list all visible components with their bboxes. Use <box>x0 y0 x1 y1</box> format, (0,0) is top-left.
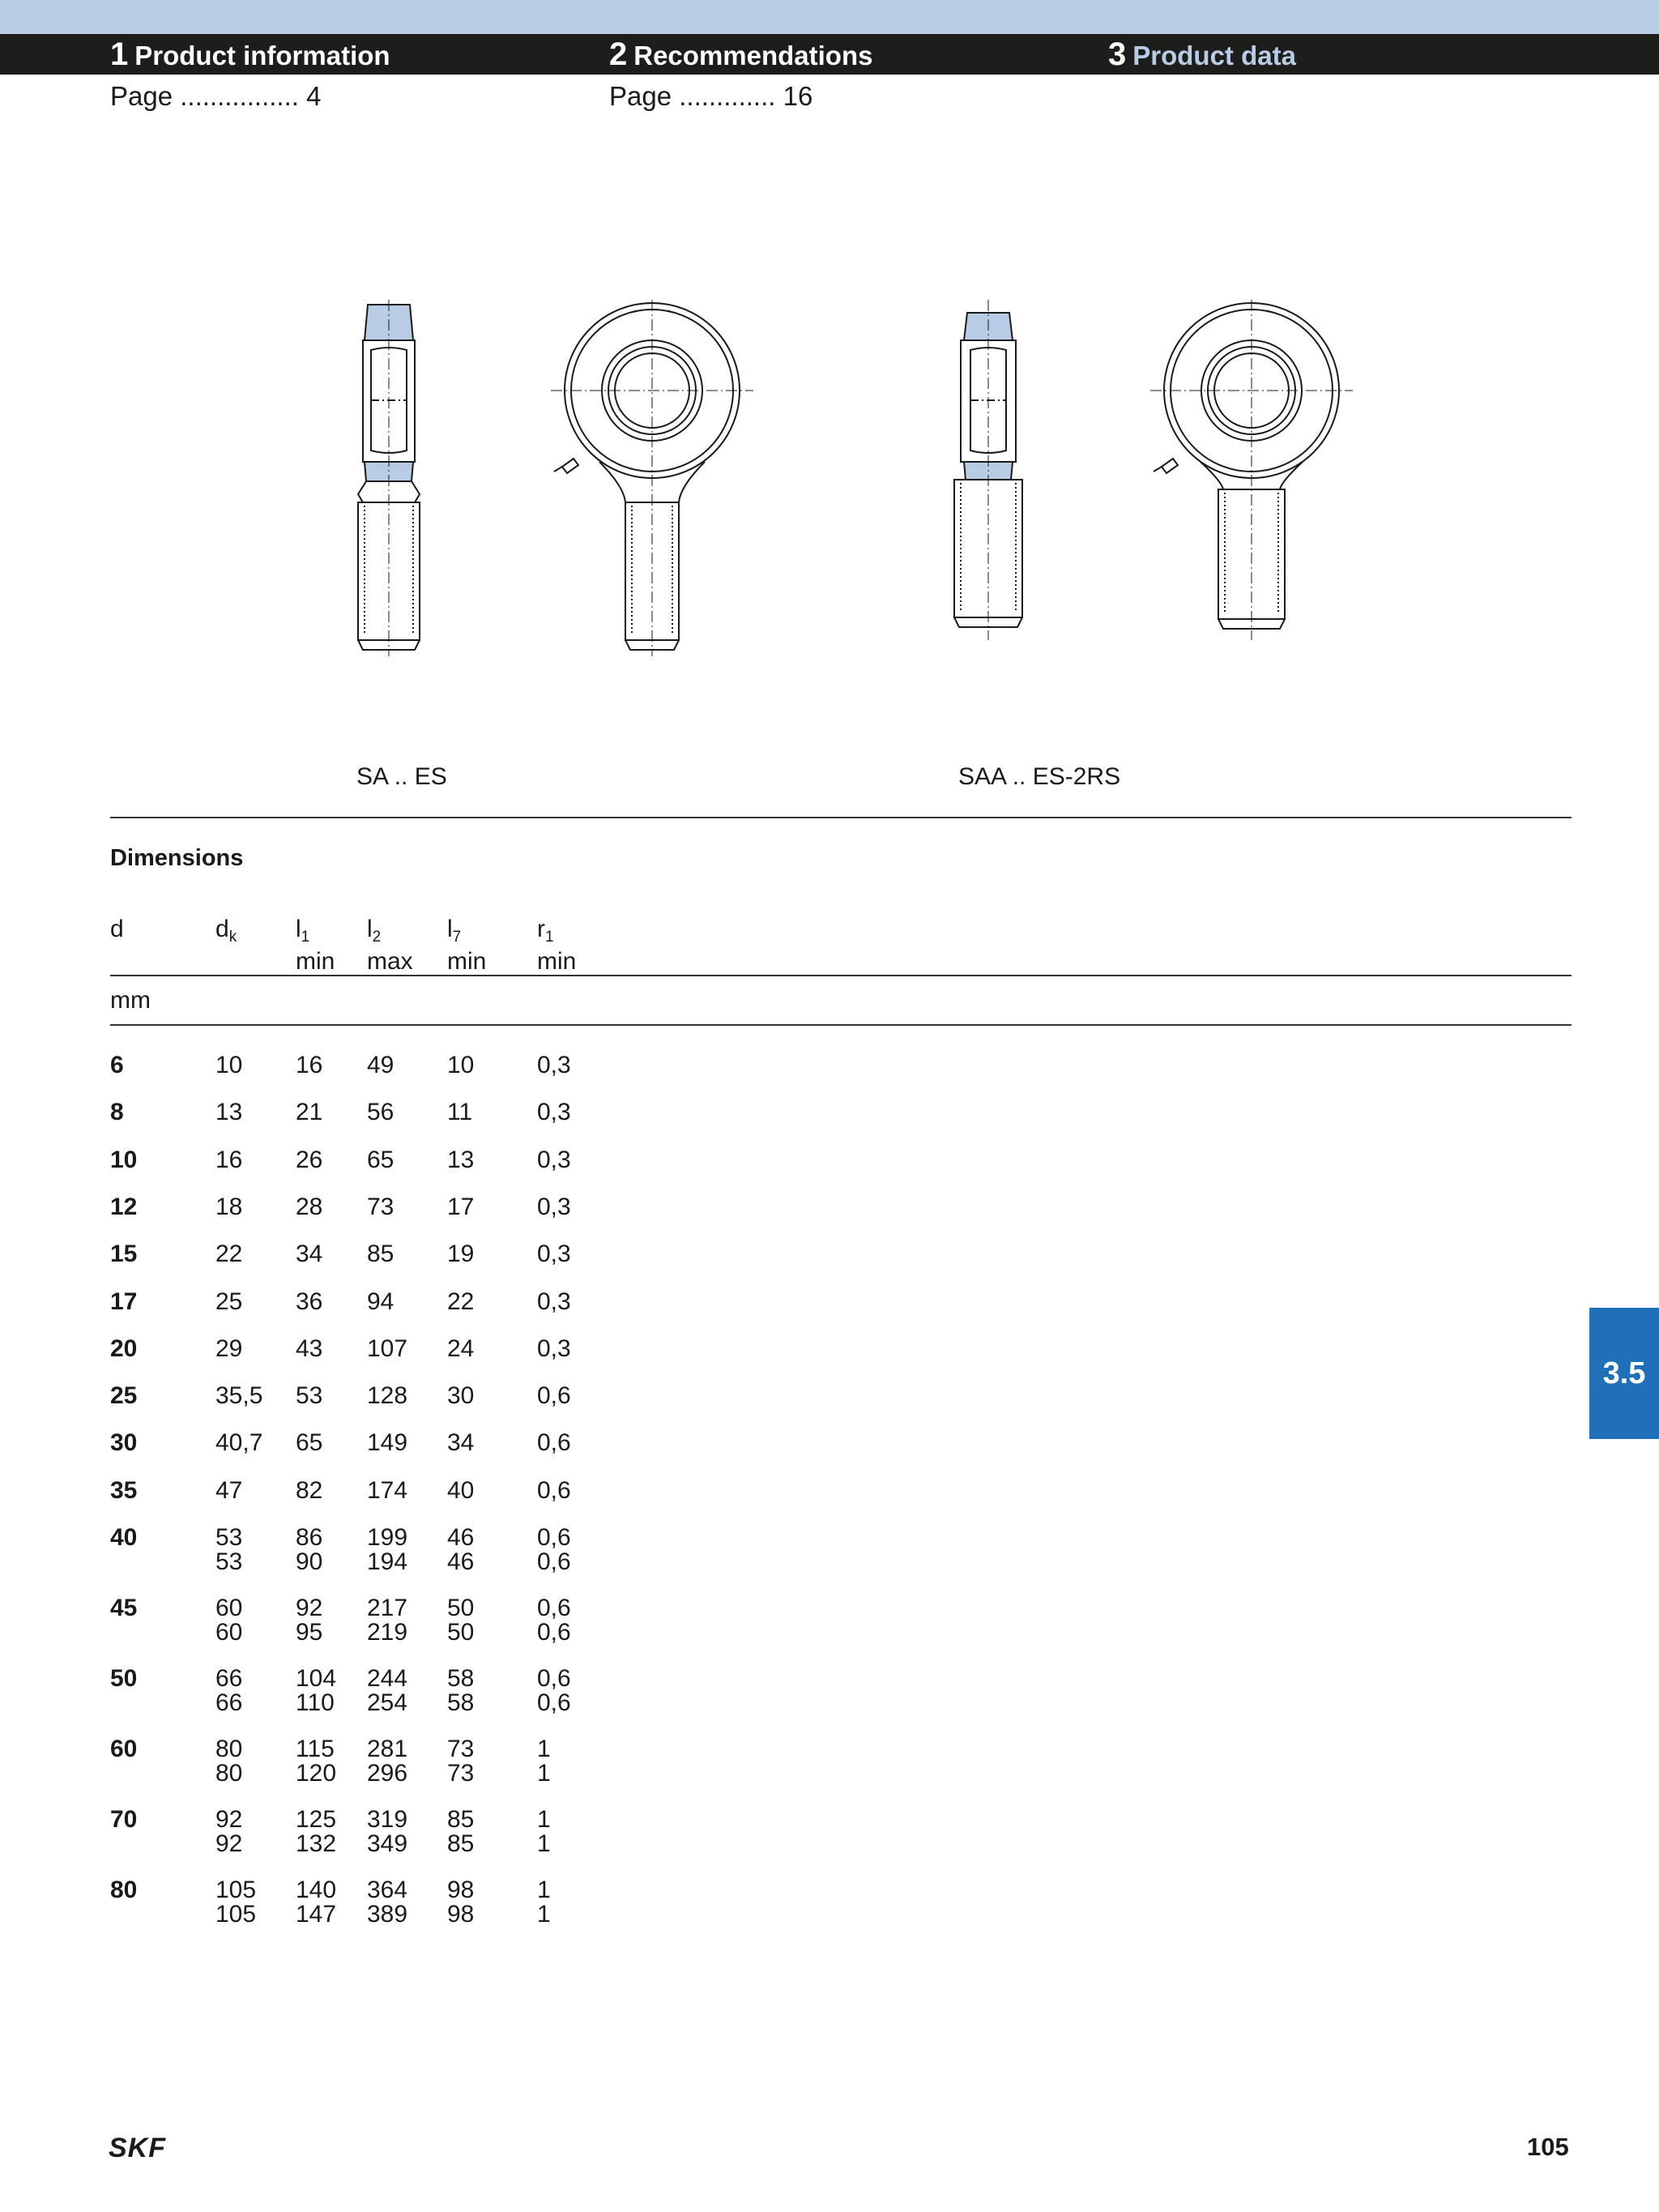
divider <box>110 975 1572 976</box>
figure-caption: SA .. ES <box>356 763 447 790</box>
table-cell: 199 194 <box>367 1524 408 1575</box>
table-cell: 46 46 <box>447 1524 475 1575</box>
column-symbol: $l_7$ <box>447 916 462 946</box>
table-cell: 0,3 <box>537 1334 571 1362</box>
bore-diameter-cell: 50 <box>110 1665 138 1692</box>
table-cell: 115 120 <box>296 1736 337 1787</box>
table-cell: 0,3 <box>537 1287 571 1315</box>
table-cell: 60 60 <box>215 1595 243 1646</box>
table-cell: 65 <box>296 1429 323 1457</box>
table-cell: 73 73 <box>447 1736 475 1787</box>
table-cell: 30 <box>447 1382 475 1410</box>
table-cell: 17 <box>447 1193 475 1220</box>
column-header <box>537 917 576 974</box>
table-cell: 0,3 <box>537 1146 571 1173</box>
table-cell: 85 85 <box>447 1806 475 1857</box>
table-cell: 18 <box>215 1193 243 1220</box>
table-cell: 29 <box>215 1334 243 1362</box>
bore-diameter-cell: 8 <box>110 1099 124 1126</box>
column-header <box>367 917 413 974</box>
table-cell: 10 <box>447 1052 475 1078</box>
table-cell: 13 <box>447 1146 475 1173</box>
table-cell: 50 50 <box>447 1595 475 1646</box>
section-tab[interactable]: 3.5 <box>1589 1308 1659 1439</box>
bore-diameter-cell: 10 <box>110 1146 138 1173</box>
table-cell: 0,6 <box>537 1429 571 1457</box>
bore-diameter-cell: 20 <box>110 1334 138 1362</box>
nav-recommendations[interactable] <box>609 34 872 75</box>
table-cell: 0,3 <box>537 1241 571 1268</box>
table-cell: 24 <box>447 1334 475 1362</box>
column-qualifier: min <box>296 948 335 975</box>
bore-diameter-cell: 40 <box>110 1524 138 1551</box>
divider <box>110 817 1572 818</box>
table-cell: 128 <box>367 1382 408 1410</box>
column-header <box>296 917 335 974</box>
column-symbol: $r_1$ <box>537 916 554 946</box>
section-title: Dimensions <box>110 845 244 871</box>
table-cell: 56 <box>367 1099 394 1126</box>
table-cell: 40 <box>447 1476 475 1504</box>
table-cell: 0,6 0,6 <box>537 1665 571 1716</box>
table-cell: 80 80 <box>215 1736 243 1787</box>
table-cell: 11 <box>447 1099 473 1126</box>
table-cell: 244 254 <box>367 1665 408 1716</box>
table-cell: 65 <box>367 1146 394 1173</box>
table-cell: 16 <box>296 1052 323 1078</box>
column-header <box>215 917 237 950</box>
nav-number: 1 <box>110 36 129 72</box>
column-header <box>447 917 486 974</box>
table-cell: 105 105 <box>215 1877 257 1928</box>
top-color-bar <box>0 0 1659 34</box>
table-cell: 0,3 <box>537 1052 571 1078</box>
table-cell: 217 219 <box>367 1595 408 1646</box>
page-reference-link[interactable]: Page ............. 16 <box>609 81 813 111</box>
table-cell: 104 110 <box>296 1665 337 1716</box>
table-cell: 58 58 <box>447 1665 475 1716</box>
table-cell: 92 92 <box>215 1806 243 1857</box>
nav-number: 2 <box>609 36 628 72</box>
table-cell: 92 95 <box>296 1595 323 1646</box>
table-cell: 16 <box>215 1146 243 1173</box>
nav-product-information[interactable] <box>110 34 390 75</box>
table-cell: 47 <box>215 1476 243 1504</box>
bore-diameter-cell: 30 <box>110 1429 138 1457</box>
column-symbol: $l_1$ <box>296 916 310 946</box>
bore-diameter-cell: 6 <box>110 1052 124 1078</box>
table-cell: 1 1 <box>537 1806 551 1857</box>
table-cell: 149 <box>367 1429 408 1457</box>
unit-label: mm <box>110 987 151 1014</box>
nav-label: Product information <box>134 41 390 70</box>
table-cell: 1 1 <box>537 1877 551 1928</box>
nav-label: Product data <box>1132 41 1296 70</box>
section-nav <box>0 34 1659 75</box>
nav-label: Recommendations <box>633 41 873 70</box>
bore-diameter-cell: 35 <box>110 1476 138 1504</box>
page-number: 105 <box>1527 2133 1569 2161</box>
bore-diameter-cell: 15 <box>110 1241 138 1268</box>
table-cell: 22 <box>215 1241 243 1268</box>
rod-end-side-view-drawing <box>340 300 437 656</box>
bore-diameter-cell: 17 <box>110 1287 138 1315</box>
column-symbol: d <box>110 916 124 942</box>
table-cell: 174 <box>367 1476 408 1504</box>
table-cell: 125 132 <box>296 1806 337 1857</box>
table-cell: 73 <box>367 1193 394 1220</box>
bore-diameter-cell: 70 <box>110 1806 138 1833</box>
table-cell: 0,6 <box>537 1382 571 1410</box>
divider <box>110 1024 1572 1026</box>
figure-caption: SAA .. ES-2RS <box>958 763 1121 790</box>
bore-diameter-cell: 12 <box>110 1193 138 1220</box>
page-reference-link[interactable]: Page ................ 4 <box>110 81 322 111</box>
table-cell: 22 <box>447 1287 475 1315</box>
bore-diameter-cell: 45 <box>110 1595 138 1621</box>
table-cell: 34 <box>296 1241 323 1268</box>
table-cell: 364 389 <box>367 1877 408 1928</box>
skf-logo <box>109 2133 190 2162</box>
table-cell: 0,6 <box>537 1476 571 1504</box>
table-cell: 98 98 <box>447 1877 475 1928</box>
table-cell: 28 <box>296 1193 323 1220</box>
table-cell: 53 <box>296 1382 323 1410</box>
column-header <box>110 917 124 942</box>
bore-diameter-cell: 80 <box>110 1877 138 1903</box>
table-cell: 94 <box>367 1287 394 1315</box>
table-cell: 13 <box>215 1099 243 1126</box>
table-cell: 21 <box>296 1099 323 1126</box>
table-cell: 1 1 <box>537 1736 551 1787</box>
table-cell: 107 <box>367 1334 408 1362</box>
table-cell: 26 <box>296 1146 323 1173</box>
table-cell: 0,6 0,6 <box>537 1524 571 1575</box>
nav-product-data[interactable] <box>1108 34 1296 75</box>
table-cell: 0,3 <box>537 1193 571 1220</box>
column-qualifier: max <box>367 948 413 975</box>
table-cell: 25 <box>215 1287 243 1315</box>
column-symbol: $l_2$ <box>367 916 382 946</box>
table-cell: 34 <box>447 1429 475 1457</box>
table-cell: 0,3 <box>537 1099 571 1126</box>
table-cell: 0,6 0,6 <box>537 1595 571 1646</box>
table-cell: 40,7 <box>215 1429 263 1457</box>
rod-end-front-view-drawing <box>1142 300 1353 640</box>
bore-diameter-cell: 25 <box>110 1382 138 1410</box>
table-cell: 82 <box>296 1476 323 1504</box>
table-cell: 49 <box>367 1052 394 1078</box>
table-cell: 86 90 <box>296 1524 323 1575</box>
table-cell: 66 66 <box>215 1665 243 1716</box>
svg-text:SKF: SKF <box>109 2133 166 2162</box>
table-cell: 281 296 <box>367 1736 408 1787</box>
column-symbol: $d_k$ <box>215 916 237 946</box>
rod-end-side-view-drawing <box>940 300 1037 640</box>
table-cell: 53 53 <box>215 1524 243 1575</box>
table-cell: 19 <box>447 1241 475 1268</box>
rod-end-front-view-drawing <box>551 300 761 656</box>
table-cell: 36 <box>296 1287 323 1315</box>
column-qualifier: min <box>537 948 577 975</box>
bore-diameter-cell: 60 <box>110 1736 138 1762</box>
table-cell: 43 <box>296 1334 323 1362</box>
column-qualifier: min <box>447 948 487 975</box>
table-cell: 140 147 <box>296 1877 337 1928</box>
table-cell: 10 <box>215 1052 243 1078</box>
nav-number: 3 <box>1108 36 1127 72</box>
table-cell: 35,5 <box>215 1382 263 1410</box>
table-cell: 319 349 <box>367 1806 408 1857</box>
table-cell: 85 <box>367 1241 394 1268</box>
